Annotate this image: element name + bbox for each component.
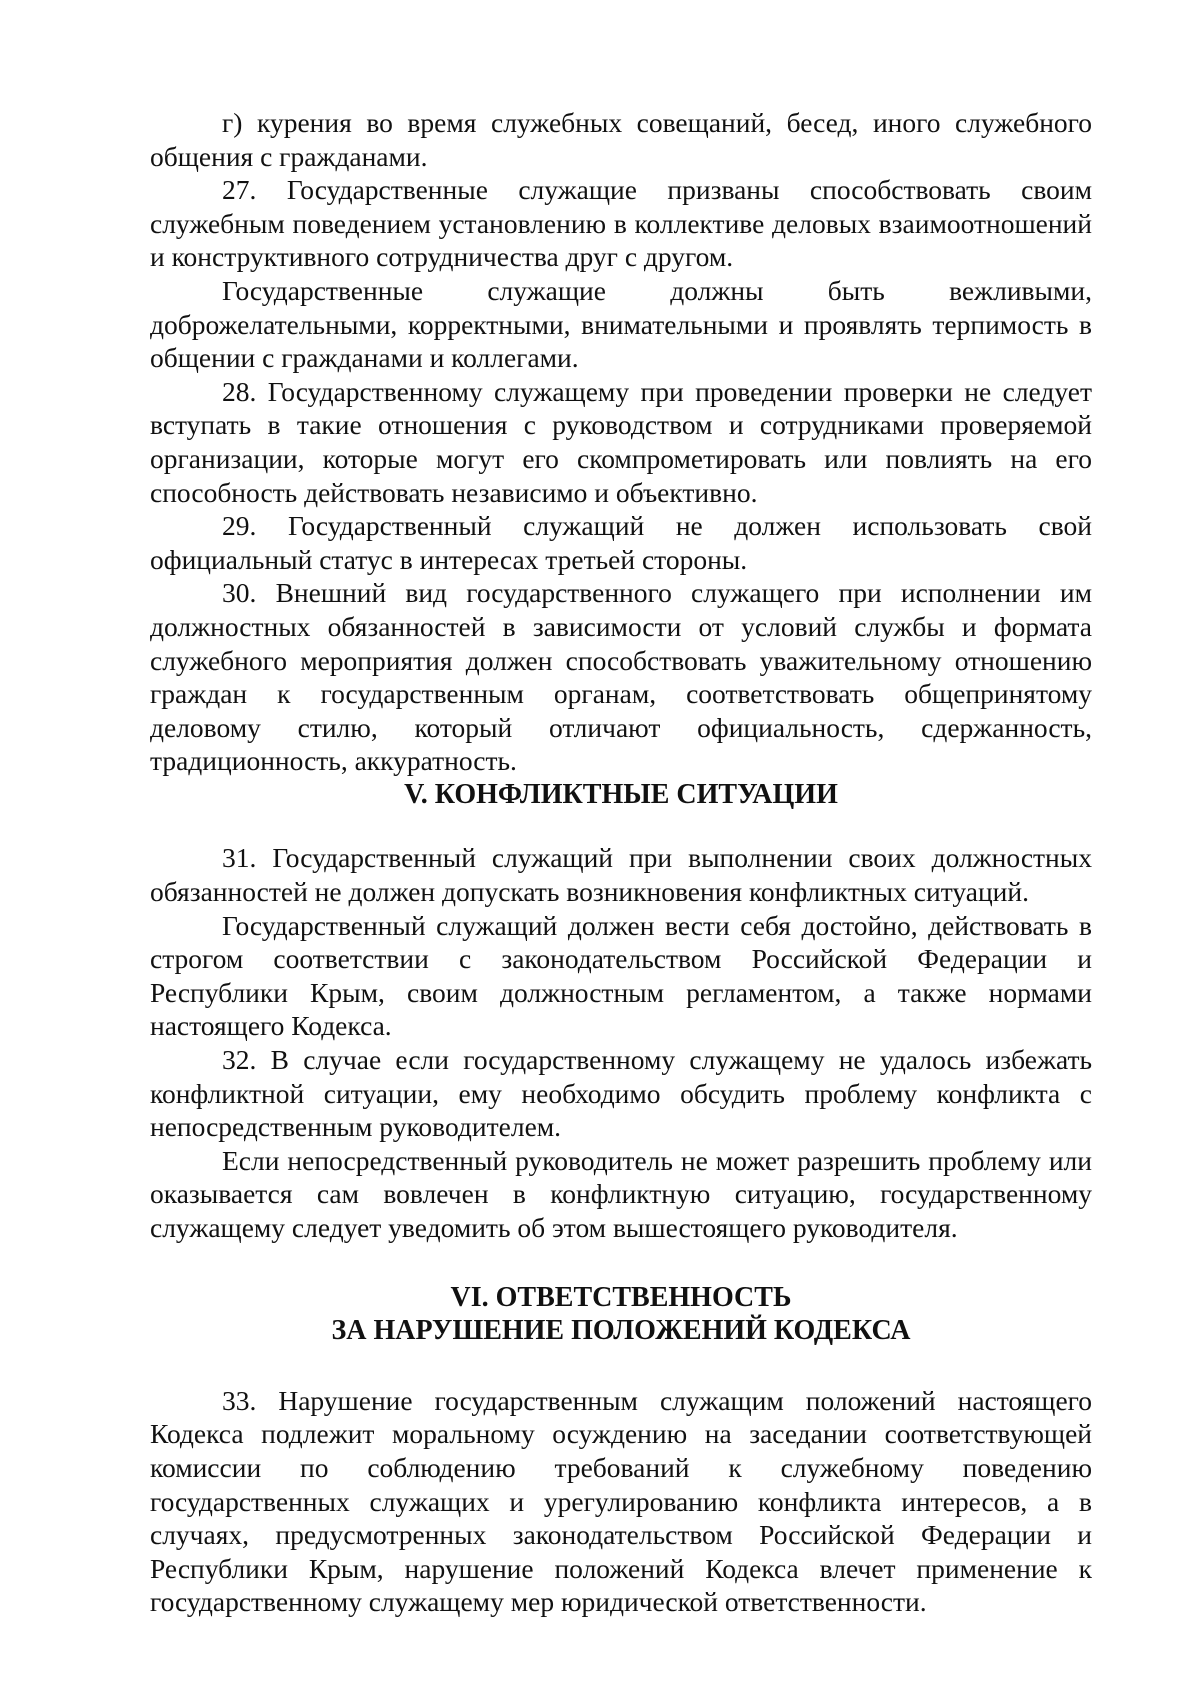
section-6-top-spacer [150,1245,1092,1281]
paragraph-29: 29. Государственный служащий не должен использовать свой официальный статус в интересах третьей стороны. [150,510,1092,575]
paragraph-26g: г) курения во время служебных совещаний, бесед, иного служебного общения с гражданами. [150,107,1092,172]
section-6-heading-line1: VI. ОТВЕТСТВЕННОСТЬ [450,1281,792,1313]
paragraph-30: 30. Внешний вид государственного служащего при исполнении им должностных обязанностей в зависимости от условий службы и формата служебного мероприятия должен способствовать уважительному отношению граждан к государственным органам, соответствовать общепринятому деловому стилю, который отличают официальность, сдержанность, традиционность, аккуратность. [150,577,1092,777]
paragraph-28: 28. Государственному служащему при проведении проверки не следует вступать в такие отношения с руководством и сотрудниками проверяемой организации, которые могут его скомпрометировать или повлиять на его способность действовать независимо и объективно. [150,375,1092,508]
paragraph-31-cont: Государственный служащий должен вести себя достойно, действовать в строгом соответствии с законодательством Российской Федерации и Республики Крым, своим должностным регламентом, а также нормами настоящего Кодекса. [150,909,1092,1042]
section-5-spacer [150,811,1092,841]
paragraph-32: 32. В случае если государственному служащему не удалось избежать конфликтной ситуации, ему необходимо обсудить проблему конфликта с непосредственным руководителем. [150,1044,1092,1143]
section-5-heading: V. КОНФЛИКТНЫЕ СИТУАЦИИ [404,778,838,810]
paragraph-31: 31. Государственный служащий при выполнении своих должностных обязанностей не должен допускать возникновения конфликтных ситуаций. [150,842,1092,908]
section-6-heading-line2: ЗА НАРУШЕНИЕ ПОЛОЖЕНИЙ КОДЕКСА [331,1315,911,1347]
paragraph-32-cont: Если непосредственный руководитель не может разрешить проблему или оказывается сам вовлечен в конфликтную ситуацию, государственному служащему следует уведомить об этом вышестоящего руководителя. [150,1144,1092,1243]
document-page [150,106,1092,1619]
paragraph-33: 33. Нарушение государственным служащим положений настоящего Кодекса подлежит моральному осуждению на заседании соответствующей комиссии по соблюдению требований к служебному поведению государственных служащих и урегулированию конфликта интересов, а в случаях, предусмотренных законодательством Российской Федерации и Республики Крым, нарушение положений Кодекса влечет применение к государственному служащему мер юридической ответственности. [150,1384,1092,1618]
section-6-spacer [150,1348,1092,1384]
paragraph-27: 27. Государственные служащие призваны способствовать своим служебным поведением установлению в коллективе деловых взаимоотношений и конструктивного сотрудничества друг с другом. [150,174,1092,273]
paragraph-27-cont: Государственные служащие должны быть вежливыми, доброжелательными, корректными, внимательными и проявлять терпимость в общении с гражданами и коллегами. [150,274,1092,374]
